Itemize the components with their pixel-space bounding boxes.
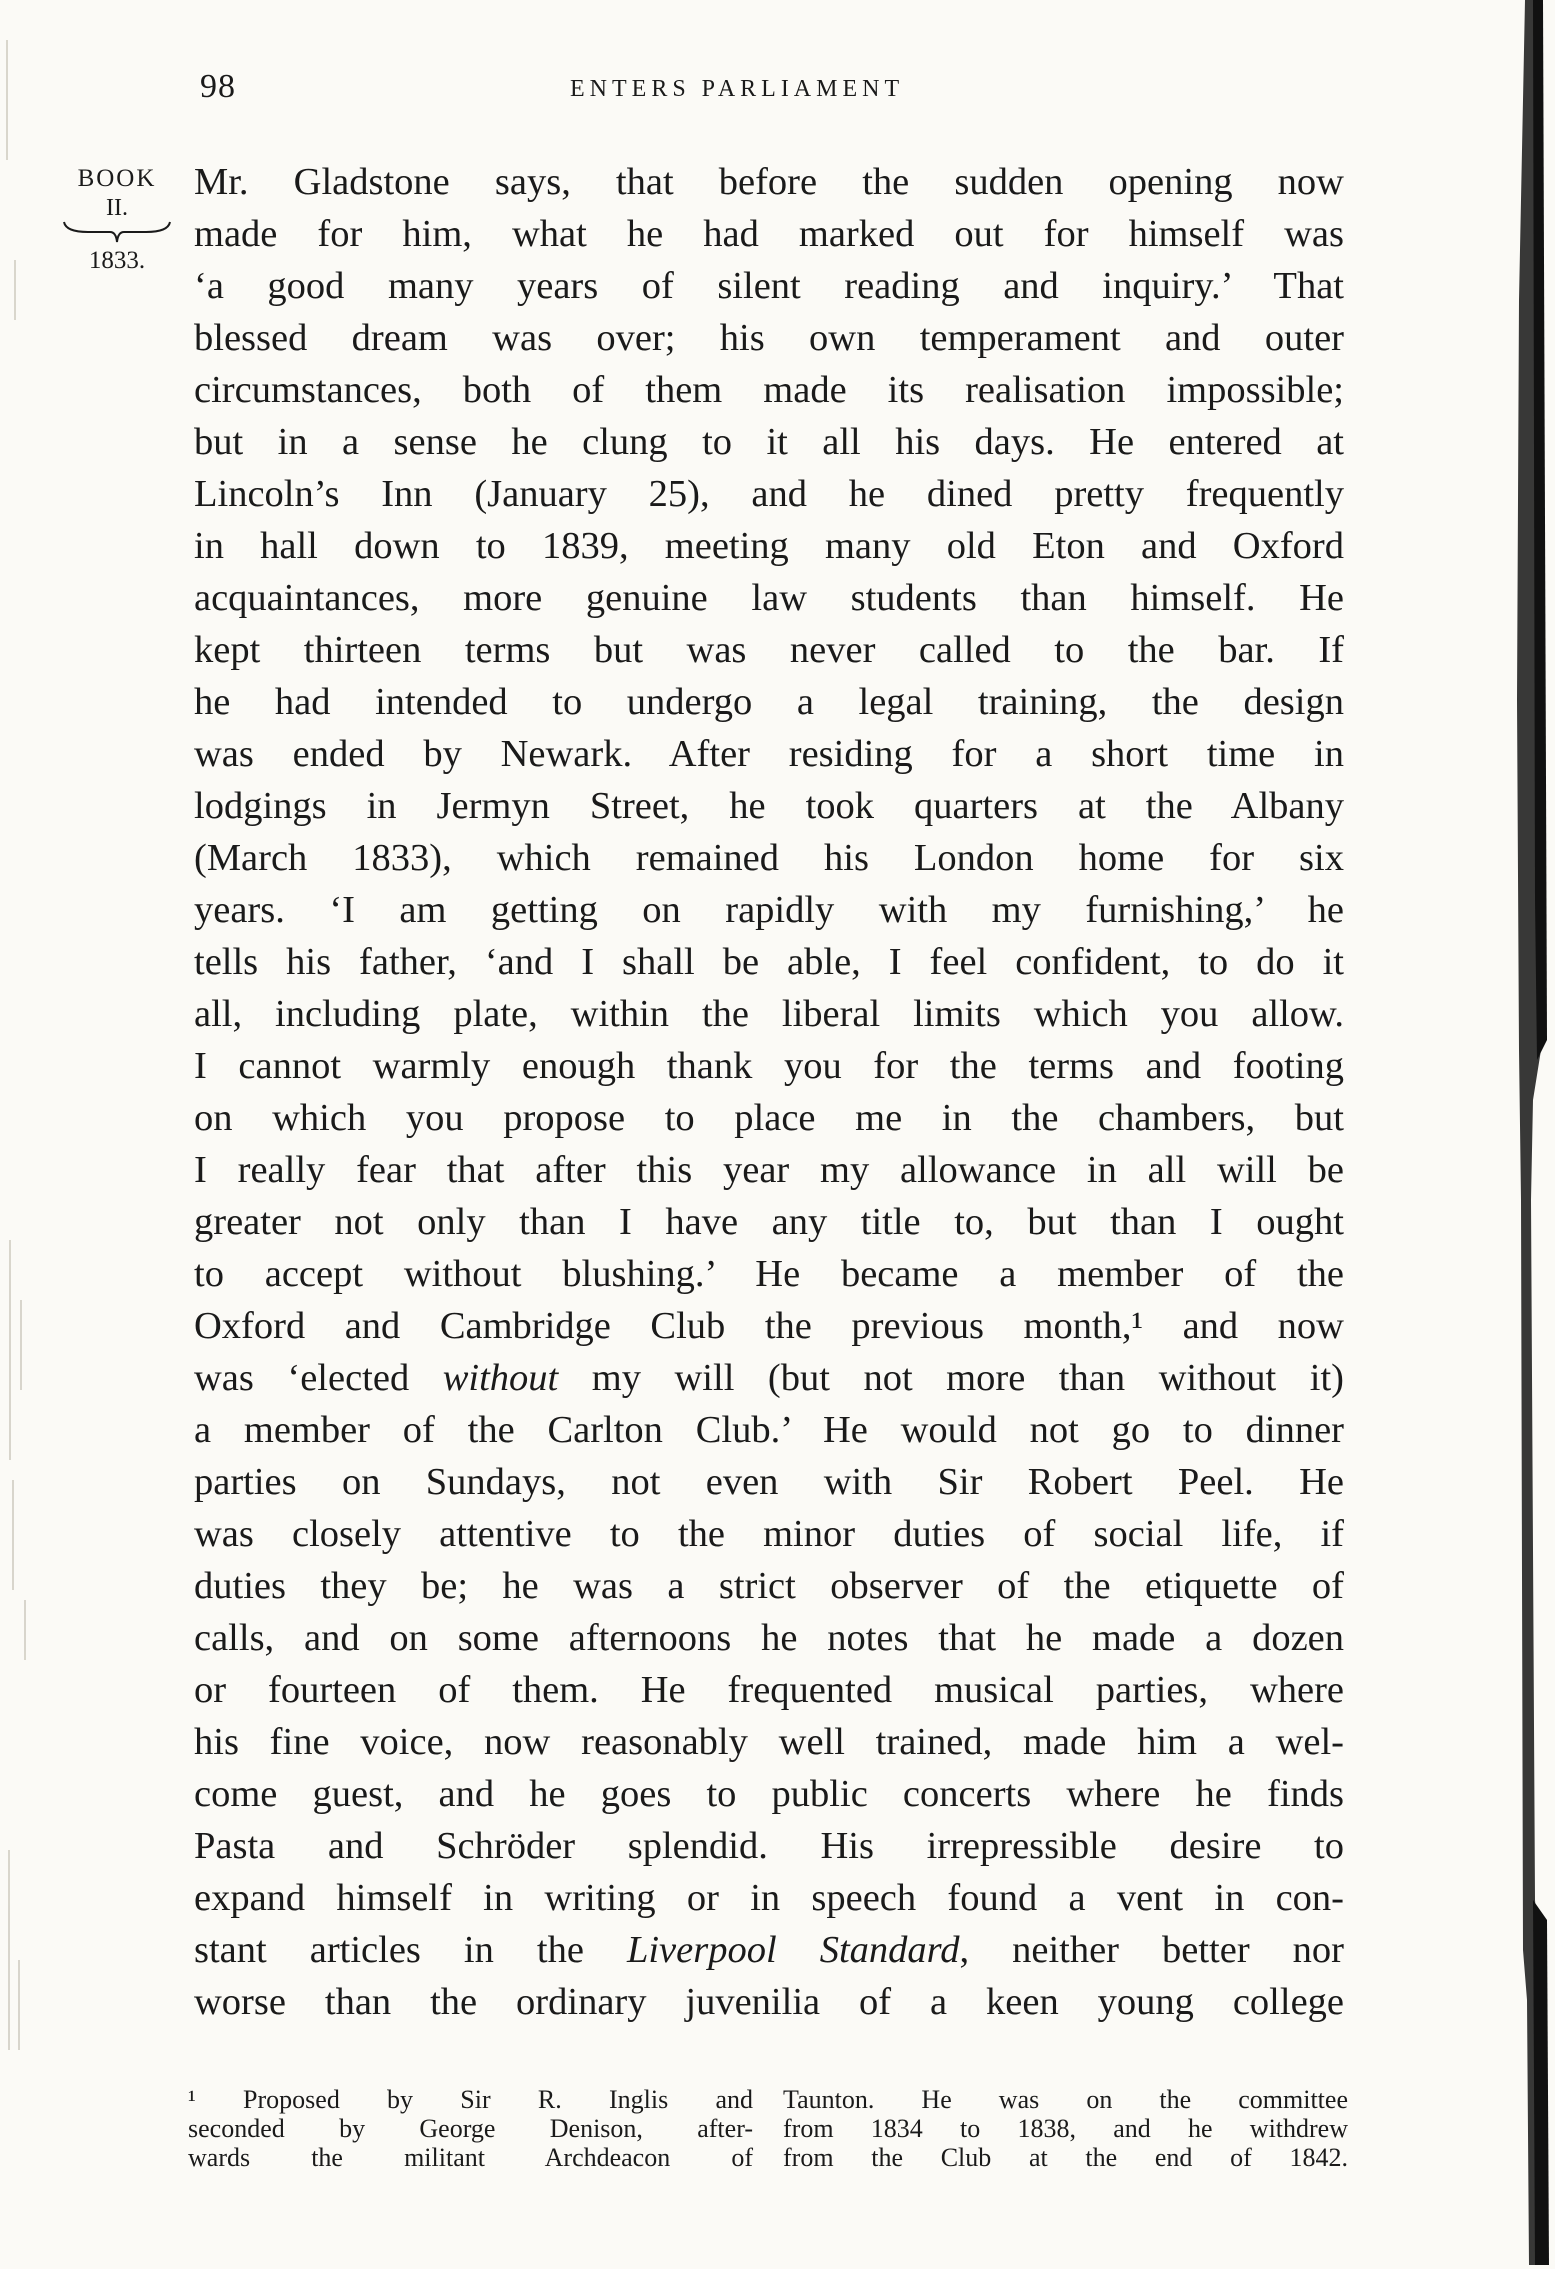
body-line: calls, and on some afternoons he notes that he made a dozen [194,1617,1344,1659]
body-line: Pasta and Schröder splendid. His irrepressible desire to [194,1825,1344,1867]
body-text [194,156,1344,2028]
body-line: Oxford and Cambridge Club the previous month,¹ and now [194,1305,1344,1347]
body-line: was ‘elected without my will (but not more than without it) [194,1357,1344,1399]
body-line: I cannot warmly enough thank you for the terms and footing [194,1045,1344,1087]
body-line: duties they be; he was a strict observer of the etiquette of [194,1565,1344,1607]
footnote-line: Taunton. He was on the committee [783,2085,1348,2114]
body-line: expand himself in writing or in speech found a vent in con- [194,1877,1344,1919]
footnote-line: from 1834 to 1838, and he withdrew [783,2114,1348,2143]
body-line: parties on Sundays, not even with Sir Robert Peel. He [194,1461,1344,1503]
margin-note [62,164,172,276]
page-left-edge [0,0,40,2265]
body-line: blessed dream was over; his own temperament and outer [194,317,1344,359]
margin-year-label: 1833. [88,247,146,274]
body-line: his fine voice, now reasonably well trained, made him a wel- [194,1721,1344,1763]
body-line: all, including plate, within the liberal limits which you allow. [194,993,1344,1035]
body-line: was closely attentive to the minor duties of social life, if [194,1513,1344,1555]
margin-volume-label: II. [106,195,128,221]
body-line: worse than the ordinary juvenilia of a keen young college [194,1981,1344,2023]
running-head: ENTERS PARLIAMENT [570,76,905,102]
body-line: a member of the Carlton Club.’ He would not go to dinner [194,1409,1344,1451]
body-line: greater not only than I have any title to, but than I ought [194,1201,1344,1243]
body-line: but in a sense he clung to it all his days. He entered at [194,421,1344,463]
body-line: lodgings in Jermyn Street, he took quarters at the Albany [194,785,1344,827]
footnote-left-column [188,2085,753,2172]
body-line: circumstances, both of them made its realisation impossible; [194,369,1344,411]
body-line: kept thirteen terms but was never called to the bar. If [194,629,1344,671]
body-line: I really fear that after this year my allowance in all will be [194,1149,1344,1191]
page-number: 98 [200,68,236,105]
body-line: Lincoln’s Inn (January 25), and he dined pretty frequently [194,473,1344,515]
body-line: made for him, what he had marked out for himself was [194,213,1344,255]
footnote-line: seconded by George Denison, after- [188,2114,753,2143]
binding-edge [1503,0,1555,2265]
margin-book-label: BOOK [77,165,157,192]
footnote-line: from the Club at the end of 1842. [783,2143,1348,2172]
body-line: to accept without blushing.’ He became a member of the [194,1253,1344,1295]
body-line: or fourteen of them. He frequented musical parties, where [194,1669,1344,1711]
body-line: tells his father, ‘and I shall be able, I feel confident, to do it [194,941,1344,983]
body-line: in hall down to 1839, meeting many old Eton and Oxford [194,525,1344,567]
body-line: ‘a good many years of silent reading and inquiry.’ That [194,265,1344,307]
body-line: Mr. Gladstone says, that before the sudden opening now [194,161,1344,203]
body-line: acquaintances, more genuine law students than himself. He [194,577,1344,619]
paper-speckle [0,0,40,2265]
body-line: years. ‘I am getting on rapidly with my furnishing,’ he [194,889,1344,931]
body-line: (March 1833), which remained his London home for six [194,837,1344,879]
footnote-right-column [783,2085,1348,2172]
body-line: was ended by Newark. After residing for a short time in [194,733,1344,775]
binding-shadow [1503,0,1555,2265]
body-line: on which you propose to place me in the chambers, but [194,1097,1344,1139]
footnote-line: ¹ Proposed by Sir R. Inglis and [188,2085,753,2114]
body-line: stant articles in the Liverpool Standard, neither better nor [194,1929,1344,1971]
footnote-line: wards the militant Archdeacon of [188,2143,753,2172]
brace-icon [62,220,172,244]
body-line: come guest, and he goes to public concerts where he finds [194,1773,1344,1815]
body-line: he had intended to undergo a legal training, the design [194,681,1344,723]
